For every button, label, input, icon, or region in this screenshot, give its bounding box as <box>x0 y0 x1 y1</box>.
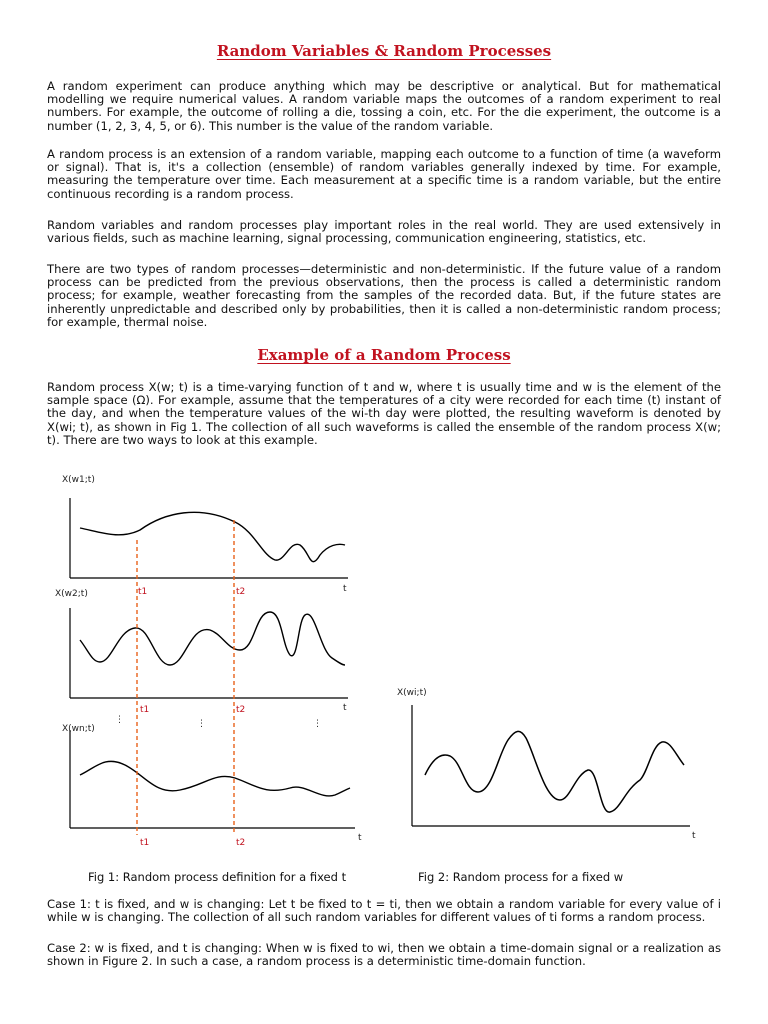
fig1-t-axis-1: t <box>343 584 347 594</box>
case2-paragraph: Case 2: w is fixed, and t is changing: When w is fixed to wi, then we obtain a time-domain signal or a realization as shown in Figure 2. In such a case, a random process is a deterministic time-domain function. <box>47 941 721 969</box>
fig1-caption: Fig 1: Random process definition for a fixed t <box>88 870 347 884</box>
fig1-label-wn: X(wn;t) <box>62 724 95 734</box>
intro-paragraph-4: There are two types of random processes—deterministic and non-deterministic. If the future value of a random process can be predicted from the previous observations, then the process is called a deterministic random process; for example, weather forecasting from the samples of the recorded data. But, if the future states are inherently unpredictable and described only by probabilities, then it is called a non-deterministic random process; for example, thermal noise. <box>47 262 721 329</box>
example-paragraph: Random process X(w; t) is a time-varying function of t and w, where t is usually time and w is the element of the sample space (Ω). For example, assume that the temperatures of a city were recorded for each time (t) instant of the day, and when the temperature values of the wi-th day were plotted, the resulting waveform is denoted by X(wi; t), as shown in Fig 1. The collection of all such waveforms is called the ensemble of the random process X(w; t). There are two ways to look at this example. <box>47 380 721 447</box>
ellipsis-3: ⋮ <box>313 719 322 729</box>
fig2-ylabel: X(wi;t) <box>397 688 427 698</box>
fig2-xlabel: t <box>692 831 696 841</box>
case1-paragraph: Case 1: t is fixed, and w is changing: Let t be fixed to t = ti, then we obtain a random variable for every value of i while w is changing. The collection of all such random variables for different values of ti forms a random process. <box>47 897 721 925</box>
ellipsis-2: ⋮ <box>197 719 206 729</box>
intro-paragraph-3: Random variables and random processes play important roles in the real world. They are used extensively in various fields, such as machine learning, signal processing, communication engineering, statistics, etc. <box>47 218 721 246</box>
intro-paragraph-2: A random process is an extension of a random variable, mapping each outcome to a function of time (a waveform or signal). That is, it's a collection (ensemble) of random variables generally indexed by time. For example, measuring the temperature over time. Each measurement at a specific time is a random variable, but the entire continuous recording is a random process. <box>47 147 721 201</box>
t1-label-2: t1 <box>140 705 150 715</box>
page-title: Random Variables & Random Processes <box>216 42 552 60</box>
ellipsis-1: ⋮ <box>115 715 124 725</box>
fig2-caption: Fig 2: Random process for a fixed w <box>418 870 624 884</box>
t2-label-3: t2 <box>236 838 246 848</box>
fig2-plot <box>397 688 696 841</box>
t2-label-2: t2 <box>236 705 246 715</box>
fig1-label-w1: X(w1;t) <box>62 475 95 485</box>
fig1-panel-2 <box>55 589 348 713</box>
t1-label-3: t1 <box>140 838 150 848</box>
fig1-t-axis-3: t <box>358 833 362 843</box>
intro-paragraph-1: A random experiment can produce anything which may be descriptive or analytical. But for mathematical modelling we require numerical values. A random variable maps the outcomes of a random experiment to real numbers. For example, the outcome of rolling a die, tossing a coin, etc. For the die experiment, the outcome is a number (1, 2, 3, 4, 5, or 6). This number is the value of the random variable. <box>47 79 721 133</box>
fig1-panel-3 <box>62 724 362 843</box>
t1-label-1: t1 <box>138 587 148 597</box>
example-heading: Example of a Random Process <box>257 346 511 364</box>
fig1-label-w2: X(w2;t) <box>55 589 88 599</box>
t2-label-1: t2 <box>236 587 246 597</box>
fig1-t-axis-2: t <box>343 703 347 713</box>
fig1-panel-1 <box>62 475 348 594</box>
